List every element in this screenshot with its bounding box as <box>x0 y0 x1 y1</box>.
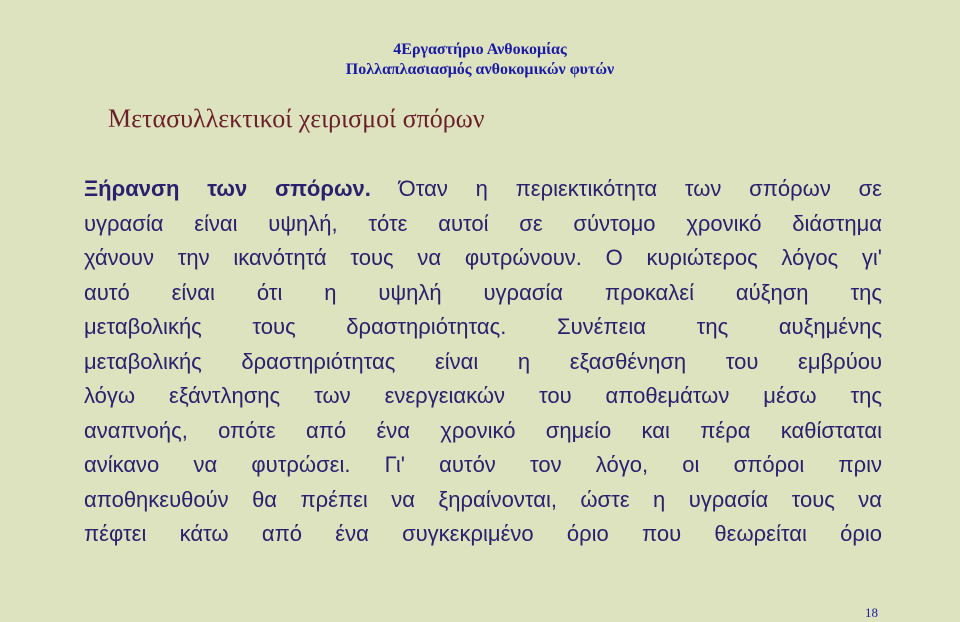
header-lab-title: 4Εργαστήριο Ανθοκομίας <box>393 41 567 58</box>
paragraph-first-line-rest: Όταν η περιεκτικότητα των σπόρων σε <box>370 176 882 201</box>
paragraph-line: λόγω εξάντλησης των ενεργειακών του αποθεμάτων μέσω της <box>84 383 882 408</box>
paragraph-lead: Ξήρανση των σπόρων. <box>84 176 371 201</box>
paragraph-line: χάνουν την ικανότητά τους να φυτρώνουν. Ο κυριώτερος λόγος γι' <box>84 245 882 270</box>
paragraph-line: μεταβολικής δραστηριότητας είναι η εξασθένηση του εμβρύου <box>84 348 882 374</box>
paragraph-line: υγρασία είναι υψηλή, τότε αυτοί σε σύντομο χρονικό διάστημα <box>84 210 882 236</box>
paragraph-line: πέφτει κάτω από ένα συγκεκριμένο όριο που θεωρείται όριο <box>84 521 882 546</box>
paragraph-line: ανίκανο να φυτρώσει. Γι' αυτόν τον λόγο, οι σπόροι πριν <box>84 452 882 477</box>
section-title: Μετασυλλεκτικοί χειρισμοί σπόρων <box>108 104 485 133</box>
paragraph-line <box>84 172 882 207</box>
body-paragraph <box>84 172 882 552</box>
paragraph-line: αναπνοής, οπότε από ένα χρονικό σημείο και πέρα καθίσταται <box>84 417 882 443</box>
header-topic: Πολλαπλασιασμός ανθοκομικών φυτών <box>345 61 615 78</box>
paragraph-line: αυτό είναι ότι η υψηλή υγρασία προκαλεί αύξηση της <box>84 279 882 305</box>
paragraph-line: μεταβολικής τους δραστηριότητας. Συνέπεια της αυξημένης <box>84 314 882 339</box>
page-number: 18 <box>865 605 878 620</box>
slide-header <box>300 40 660 80</box>
paragraph-line: αποθηκευθούν θα πρέπει να ξηραίνονται, ώστε η υγρασία τους να <box>84 486 882 512</box>
